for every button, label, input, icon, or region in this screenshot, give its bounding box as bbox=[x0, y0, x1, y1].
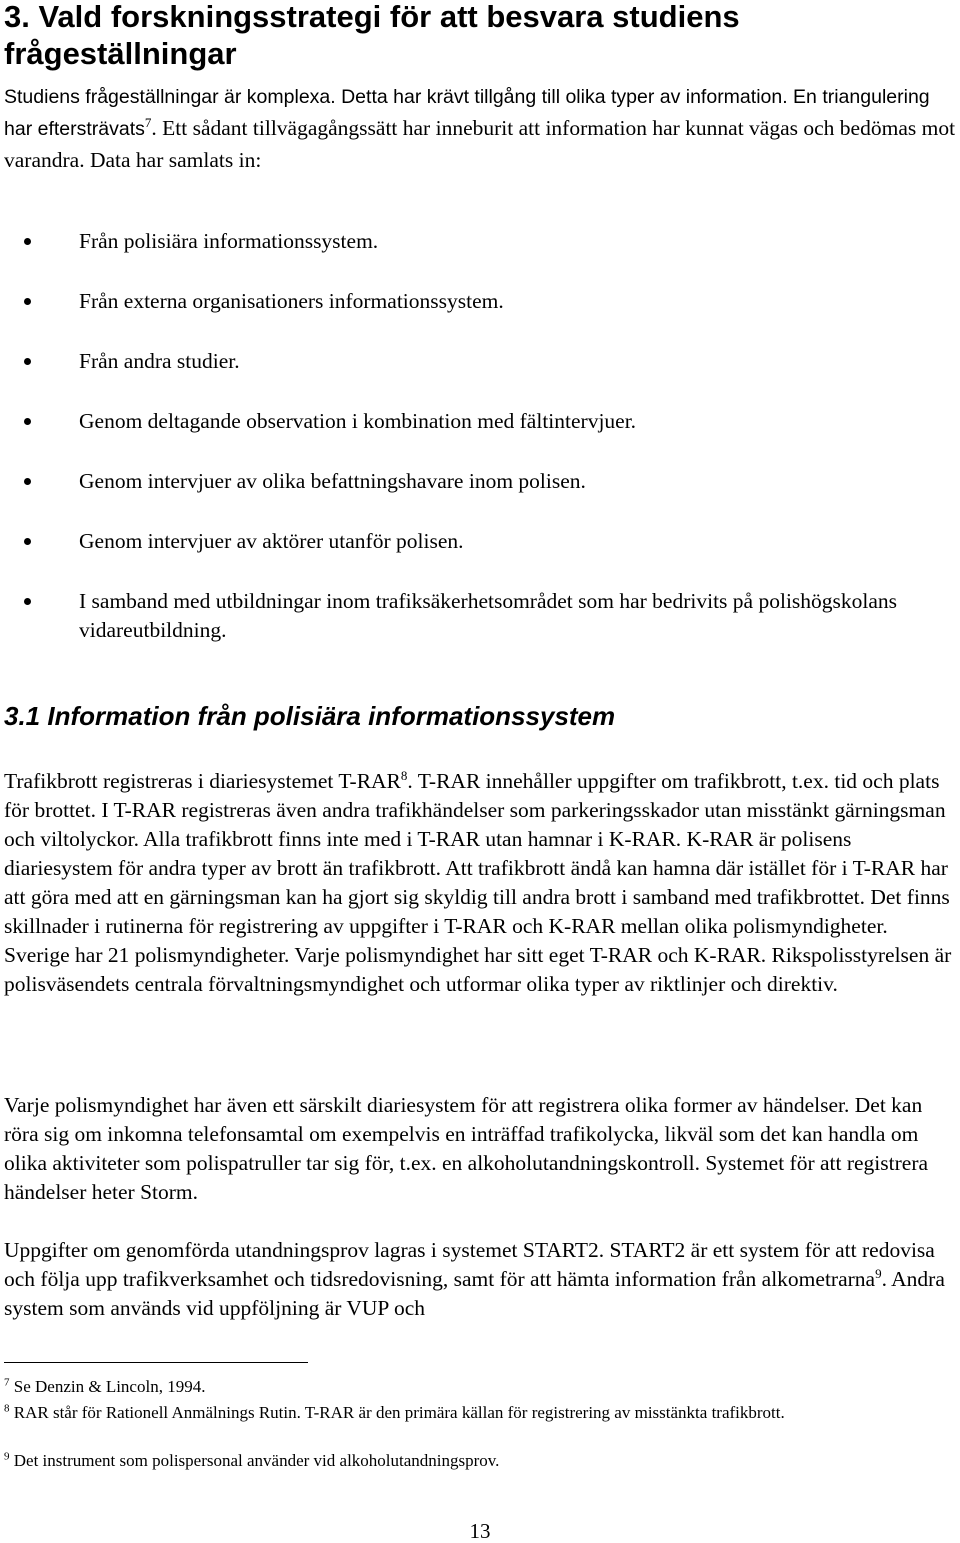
list-item: Från polisiära informationssystem. bbox=[0, 227, 960, 256]
footnote-ref-8: 8 bbox=[400, 767, 408, 783]
list-item: Från andra studier. bbox=[0, 347, 960, 376]
list-item: Från externa organisationers informationssystem. bbox=[0, 287, 960, 316]
footnote-ref-7: 7 bbox=[144, 114, 152, 130]
list-item: I samband med utbildningar inom trafiksäkerhetsområdet som har bedrivits på polishögskolans vidareutbildning. bbox=[0, 587, 960, 645]
intro-paragraph bbox=[4, 81, 956, 176]
paragraph-text: . Andra system som används vid uppföljning är VUP och bbox=[4, 1267, 945, 1320]
footnote-9 bbox=[4, 1448, 944, 1473]
footnote-text: Se Denzin & Lincoln, 1994. bbox=[9, 1377, 206, 1396]
intro-text-b: . Ett sådant tillvägagångssätt har inneburit att information har kunnat vägas och bedömas mot varandra. Data har samlats in: bbox=[4, 116, 956, 172]
footnote-8 bbox=[4, 1400, 944, 1425]
footnote-number: 7 bbox=[4, 1376, 10, 1389]
subsection-heading: 3.1 Information från polisiära informationssystem bbox=[4, 701, 616, 731]
paragraph-text: . T-RAR innehåller uppgifter om trafikbrott, t.ex. tid och plats för brottet. I T-RAR registreras även andra trafikhändelser som parkeringsskador utan misstänkt gärningsman och viltolyckor. Alla trafikbrott finns inte med i T-RAR utan hamnar i K-RAR. K-RAR är polisens diariesystem för andra typer av brott än trafikbrott. Att trafikbrott ändå kan hamna där istället för i T-RAR har att göra med att en gärningsman kan ha gjort sig skyldig till andra brott i samband med trafikbrottet. Det finns skillnader i rutinerna för registrering av uppgifter i T-RAR och K-RAR mellan olika polismyndigheter. Sverige har 21 polismyndigheter. Varje polismyndighet har sitt eget T-RAR och K-RAR. Rikspolisstyrelsen är polisväsendets centrala förvaltningsmyndighet och utformar olika typer av riktlinjer och direktiv. bbox=[4, 769, 952, 996]
paragraph-t-rar bbox=[4, 767, 958, 999]
footnote-separator bbox=[4, 1362, 308, 1363]
footnote-ref-9: 9 bbox=[875, 1265, 882, 1281]
footnote-number: 9 bbox=[4, 1450, 10, 1463]
list-item: Genom deltagande observation i kombination med fältintervjuer. bbox=[0, 407, 960, 436]
data-sources-list bbox=[0, 227, 960, 676]
paragraph-start2 bbox=[4, 1236, 958, 1323]
paragraph-text: Uppgifter om genomförda utandningsprov lagras i systemet START2. START2 är ett system för att redovisa och följa upp trafikverksamhet och tidsredovisning, samt för att hämta information från alkometrarna bbox=[4, 1238, 935, 1291]
intro-text-a: Studiens frågeställningar är komplexa. Detta har krävt tillgång till olika typer av information. En triangulering har eftersträvats bbox=[4, 86, 930, 140]
paragraph-text: Trafikbrott registreras i diariesystemet T-RAR bbox=[4, 769, 401, 793]
list-item: Genom intervjuer av olika befattningshavare inom polisen. bbox=[0, 467, 960, 496]
footnote-text: RAR står för Rationell Anmälnings Rutin. T-RAR är den primära källan för registrering av misstänkta trafikbrott. bbox=[9, 1403, 785, 1422]
paragraph-storm: Varje polismyndighet har även ett särskilt diariesystem för att registrera olika former av händelser. Det kan röra sig om inkomna telefonsamtal om exempelvis en inträffad trafikolycka, likväl som det kan handla om olika aktiviteter som polispatruller tar sig för, t.ex. en alkoholutandningskontroll. Systemet för att registrera händelser heter Storm. bbox=[4, 1093, 929, 1204]
footnote-text: Det instrument som polispersonal använder vid alkoholutandningsprov. bbox=[9, 1451, 500, 1470]
page-number: 13 bbox=[469, 1519, 491, 1543]
list-item: Genom intervjuer av aktörer utanför polisen. bbox=[0, 527, 960, 556]
footnote-number: 8 bbox=[4, 1402, 10, 1415]
footnote-7 bbox=[4, 1374, 944, 1399]
section-heading: 3. Vald forskningsstrategi för att besvara studiens frågeställningar bbox=[4, 0, 740, 71]
